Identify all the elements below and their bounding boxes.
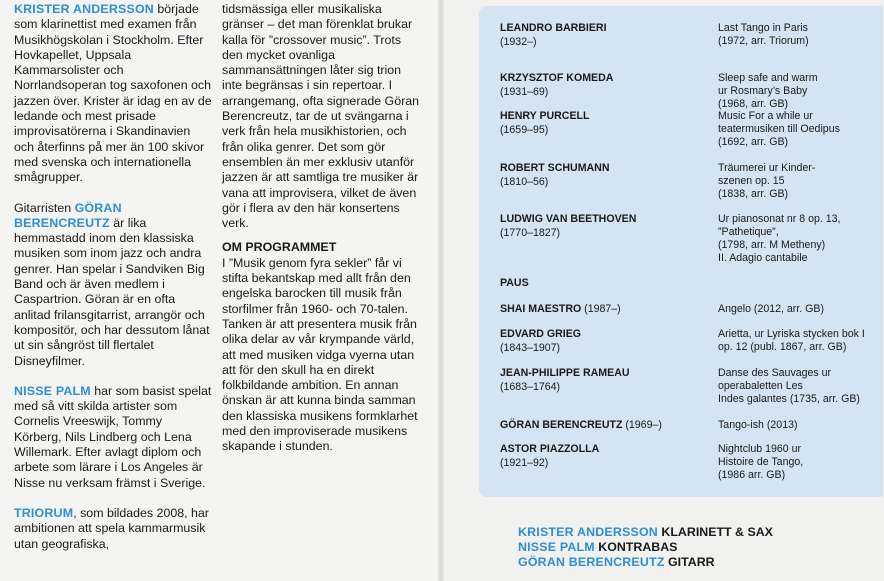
work-line: ”Pathetique”, <box>718 226 779 238</box>
program-composer <box>500 303 710 316</box>
program-composer <box>500 213 710 240</box>
work-line: Ur pianosonat nr 8 op. 13, <box>718 213 841 225</box>
work-line: Indes galantes (1735, arr. GB) <box>718 393 860 405</box>
composer-years: (1921–92) <box>500 457 549 469</box>
composer-years: (1932–) <box>500 36 537 48</box>
program-work <box>718 72 878 111</box>
programme-section <box>222 240 424 454</box>
program-composer <box>500 443 710 470</box>
work-line: Danse des Sauvages ur <box>718 367 832 379</box>
composer-name: GÖRAN BERENCREUTZ <box>500 419 623 431</box>
work-line: II. Adagio cantabile <box>718 252 808 264</box>
work-line: Sleep safe and warm <box>718 72 818 84</box>
composer-years: (1683–1764) <box>500 381 561 393</box>
program-work <box>718 328 878 354</box>
work-line: szenen op. 15 <box>718 175 785 187</box>
crossover-paragraph: tidsmässiga eller musikaliska gränser – det man förenklat brukar kalla för ”crossover music”. Trots den mycket ovanliga sammansättningen låter sig trion inte begränsas i sin repertoar. I arrangemang, ofta signerade Göran Berencreutz, tar de ut svängarna i verk från hela musikhistorien, och från olika genrer. Det som gör ensemblen än mer exklusiv utanför jazzen är att samtliga tre musiker är vana att improvisera, vilket de även gör i flera av den här konsertens verk. <box>222 2 419 231</box>
program-composer <box>500 110 710 137</box>
work-line: Music For a while ur <box>718 110 813 122</box>
composer-name: SHAI MAESTRO <box>500 303 582 315</box>
program-work <box>718 303 878 316</box>
program-composer <box>500 367 710 394</box>
bio-column-1 <box>14 2 212 567</box>
composer-name: LUDWIG VAN BEETHOVEN <box>500 213 637 225</box>
bio-krister: KRISTER ANDERSSON började som klarinettist med examen från Musikhögskolan i Stockholm. Efter Hovkapellet, Uppsala Kammarsolister och Norrlandsoperan tog saxofonen och jazzen över. Krister är idag en av de ledande och mest prisade improvisatörerna i Skandinavien och återfinns på mer än 100 skivor med svenska och internationella smågrupper. <box>14 2 212 185</box>
program-composer <box>500 419 710 432</box>
program-work <box>718 419 878 432</box>
work-line: (1968, arr. GB) <box>718 98 789 110</box>
program-work <box>718 110 878 149</box>
program-work <box>718 367 878 406</box>
work-line: (1986 arr. GB) <box>718 469 786 481</box>
work-line: op. 12 (publ. 1867, arr. GB) <box>718 341 847 353</box>
credits <box>518 525 773 570</box>
work-line: operabaletten Les <box>718 380 803 392</box>
work-line: Last Tango in Paris <box>718 22 808 34</box>
composer-name: ASTOR PIAZZOLLA <box>500 443 600 455</box>
credit-line: GÖRAN BERENCREUTZ GITARR <box>518 555 715 569</box>
composer-name: PAUS <box>500 277 529 289</box>
program-work <box>718 213 878 265</box>
composer-years: (1843–1907) <box>500 342 561 354</box>
composer-name: JEAN-PHILIPPE RAMEAU <box>500 367 630 379</box>
work-line: Arietta, ur Lyriska stycken bok I <box>718 328 865 340</box>
program-composer <box>500 162 710 189</box>
work-line: (1692, arr. GB) <box>718 136 789 148</box>
page-fold <box>438 0 444 581</box>
composer-years: (1987–) <box>581 303 621 315</box>
composer-name: ROBERT SCHUMANN <box>500 162 610 174</box>
credit-line: NISSE PALM KONTRABAS <box>518 540 678 554</box>
work-line: (1838, arr. GB) <box>718 188 789 200</box>
work-line: (1798, arr. M Metheny) <box>718 239 826 251</box>
composer-years: (1969–) <box>622 419 662 431</box>
composer-name: EDVARD GRIEG <box>500 328 582 340</box>
bio-column-2 <box>222 2 424 470</box>
program-composer <box>500 277 710 290</box>
program-composer <box>500 72 710 99</box>
composer-name: KRZYSZTOF KOMEDA <box>500 72 614 84</box>
program-work <box>718 22 878 48</box>
composer-name: LEANDRO BARBIERI <box>500 22 607 34</box>
work-line: Tango-ish (2013) <box>718 419 798 431</box>
work-line: (1972, arr. Triorum) <box>718 35 809 47</box>
bio-nisse: NISSE PALM har som basist spelat med så vitt skilda artister som Cornelis Vreeswijk, Tommy Körberg, Nils Lindberg och Lena Willemark. Efter avlagt diplom och arbete som lärare i Los Angeles är Nisse nu verksam främst i Sverige. <box>14 383 212 490</box>
work-line: Angelo (2012, arr. GB) <box>718 303 824 315</box>
work-line: teatermusiken till Oedipus <box>718 123 840 135</box>
composer-name: HENRY PURCELL <box>500 110 590 122</box>
work-line: Histoire de Tango, <box>718 456 804 468</box>
programme-heading: OM PROGRAMMET <box>222 240 337 255</box>
programme-text: I ”Musik genom fyra sekler” får vi stifta bekantskap med allt från den engelska barocken till musik från storfilmer från 1960- och 70-talen. Tanken är att presentera musik från olika delar av vår krympande värld, att med musiken vidga vyerna utan att för den skull ha en direkt folkbildande ambition. En annan önskan är att kunna binda samman den klassiska musikens formklarhet med den improviserade musikens skapande i stunden. <box>222 255 418 454</box>
work-line: Nightclub 1960 ur <box>718 443 802 455</box>
bio-goran: Gitarristen GÖRAN BERENCREUTZ är lika hemmastadd inom den klassiska musiken som inom jazz och andra genrer. Han spelar i Sandviken Big Band och är även medlem i Caspartrion. Göran är en ofta anlitad frilansgitarrist, arrangör och kompositör, och har dessutom lånat ut sin sångröst till flertalet Disneyfilmer. <box>14 200 210 368</box>
work-line: Träumerei ur Kinder- <box>718 162 816 174</box>
composer-years: (1810–56) <box>500 176 549 188</box>
bio-triorum: TRIORUM, som bildades 2008, har ambitionen att spela kammarmusik utan geografiska, <box>14 505 209 551</box>
composer-years: (1931–69) <box>500 86 549 98</box>
program-composer <box>500 328 710 355</box>
program-work <box>718 162 878 201</box>
credit-line: KRISTER ANDERSSON KLARINETT & SAX <box>518 525 773 539</box>
work-line: ur Rosmary’s Baby <box>718 85 808 97</box>
program-work <box>718 443 878 482</box>
composer-years: (1659–95) <box>500 124 549 136</box>
composer-years: (1770–1827) <box>500 227 561 239</box>
program-composer <box>500 22 710 49</box>
